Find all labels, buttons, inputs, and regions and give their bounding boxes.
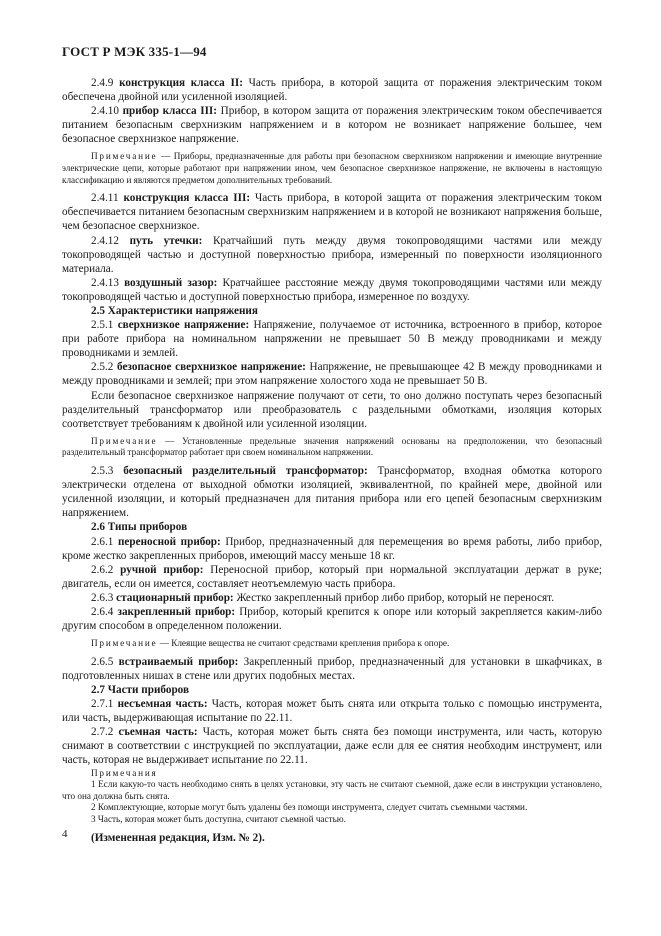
term: конструкция класса II: xyxy=(119,77,243,89)
note-3: Примечание — Клеящие вещества не считают средствами крепления прибора к опоре. xyxy=(91,638,450,649)
term: съемная часть: xyxy=(118,726,198,739)
page-number: 4 xyxy=(62,828,68,840)
page-header: ГОСТ Р МЭК 335-1—94 xyxy=(62,44,207,59)
note-item-1: 1 Если какую-то часть необходимо снять в целях установки, эту часть не считают съемной, даже если в инструкции установлено, что она должна быть снята. xyxy=(62,779,602,801)
clause-2-4-10: 2.4.10 прибор класса III: Прибор, в котором защита от поражения электрическим током обеспечивается питанием безопасным сверхнизким напряжением и в котором не возникает напряжение большее, чем безопасное сверхнизкое напряжение. xyxy=(62,105,603,146)
clause-2-6-2: 2.6.2 ручной прибор: Переносной прибор, который при нормальной эксплуатации держат в руке; двигатель, если он имеется, составляет неотъемлемую часть прибора. xyxy=(62,563,603,590)
notes-heading: Примечания xyxy=(91,767,158,778)
clause-2-7-2: 2.7.2 съемная часть: Часть, которая может быть снята без помощи инструмента, или часть, которую снимают в соответствии с инструкцией по эксплуатации, даже если для ее снятия необходим инструмент, или часть, которая не выдерживает испытание по 22.11. xyxy=(62,726,603,767)
clause-2-4-12: 2.4.12 путь утечки: Кратчайший путь между двумя токопроводящими частями или между токопроводящей частью и доступной поверхностью прибора, измеренный по поверхности изоляционного материала. xyxy=(62,234,602,275)
term: несъемная часть: xyxy=(117,698,208,711)
term: встраиваемый прибор: xyxy=(118,655,239,668)
clause-2-6-3: 2.6.3 стационарный прибор: Жестко закрепленный прибор либо прибор, который не переносят. xyxy=(91,591,554,604)
clause-2-4-11: 2.4.11 конструкция класса III: Часть прибора, в которой защита от поражения электрическим током обеспечивается питанием безопасным сверхнизким напряжением и в которой не возникают напряжения больше, чем безопасное сверхнизкое. xyxy=(62,192,602,233)
term: стационарный прибор: xyxy=(116,591,234,604)
clause-2-7-1: 2.7.1 несъемная часть: Часть, которая может быть снята или открыта только с помощью инструмента, или часть, выдерживающая испытание по 22.11. xyxy=(62,698,602,725)
section-2-6-heading: 2.6 Типы приборов xyxy=(91,521,188,534)
clause-2-5-2-continued: Если безопасное сверхнизкое напряжение получают от сети, то оно должно поступать через безопасный разделительный трансформатор или преобразователь с раздельными обмотками, изоляция которых соответствует требованиям к двойной или усиленной изоляции. xyxy=(62,389,602,430)
note-1: Примечание — Приборы, предназначенные для работы при безопасном сверхнизком напряжении и имеющие внутренние электрические цепи, которые работают при напряжении ином, чем безопасное сверхнизкое напряжение, не включены в настоящую классификацию и являются предметом дополнительных требований. xyxy=(62,151,602,185)
clause-2-4-13: 2.4.13 воздушный зазор: Кратчайшее расстояние между двумя токопроводящими частями или между токопроводящей частью и доступной поверхностью прибора, измеренное по воздуху. xyxy=(62,276,602,303)
clause-2-5-3: 2.5.3 безопасный разделительный трансформатор: Трансформатор, входная обмотка которого электрически отделена от выходной обмотки изоляцией, эквивалентной, по крайней мере, двойной или усиленной изоляции, и который предназначен для питания прибора или его цепей безопасным сверхнизким напряжением. xyxy=(62,465,602,520)
note-item-3: 3 Часть, которая может быть доступна, считают съемной частью. xyxy=(91,813,346,824)
term: переносной прибор: xyxy=(117,535,221,548)
note-2: Примечание — Установленные предельные значения напряжений основаны на предположении, что безопасный разделительный трансформатор работает при своем номинальном напряжении. xyxy=(62,435,602,458)
page-content xyxy=(62,76,602,846)
term: безопасное сверхнизкое напряжение: xyxy=(117,361,306,374)
section-2-7-heading: 2.7 Части приборов xyxy=(91,683,190,696)
term: ручной прибор: xyxy=(120,563,204,576)
term: закрепленный прибор: xyxy=(117,605,236,618)
term: конструкция класса III: xyxy=(123,192,251,205)
amendment-note: (Измененная редакция, Изм. № 2). xyxy=(91,832,265,845)
clause-2-6-5: 2.6.5 встраиваемый прибор: Закрепленный прибор, предназначенный для установки в шкафчиках, в подготовленных нишах в стене или других подобных местах. xyxy=(62,655,603,682)
term: прибор класса III: xyxy=(122,105,218,118)
term: сверхнизкое напряжение: xyxy=(117,319,250,332)
term: безопасный разделительный трансформатор: xyxy=(123,465,368,478)
note-item-2: 2 Комплектующие, которые могут быть удалены без помощи инструмента, следует считать съемными частями. xyxy=(91,802,528,813)
term: путь утечки: xyxy=(129,234,203,247)
clause-2-4-9: 2.4.9 конструкция класса II: Часть прибора, в которой защита от поражения электрическим током обеспечена двойной или усиленной изоляцией. xyxy=(62,77,603,104)
clause-2-5-1: 2.5.1 сверхнизкое напряжение: Напряжение, получаемое от источника, встроенного в прибор, которое при работе прибора на номинальном напряжении не превышает 50 В между проводниками и между проводниками и землей. xyxy=(62,319,602,360)
section-2-5-heading: 2.5 Характеристики напряжения xyxy=(91,305,258,317)
clause-2-5-2: 2.5.2 безопасное сверхнизкое напряжение: Напряжение, не превышающее 42 В между проводниками и между проводниками и землей; при этом напряжение холостого хода не превышает 50 В. xyxy=(62,361,602,388)
clause-2-6-4: 2.6.4 закрепленный прибор: Прибор, который крепится к опоре или который закрепляется каким-либо другим способом в определенном положении. xyxy=(62,605,602,633)
term: воздушный зазор: xyxy=(124,276,218,289)
clause-2-6-1: 2.6.1 переносной прибор: Прибор, предназначенный для перемещения во время работы, либо прибор, кроме жестко закрепленных приборов, имеющий массу меньше 18 кг. xyxy=(62,535,603,562)
